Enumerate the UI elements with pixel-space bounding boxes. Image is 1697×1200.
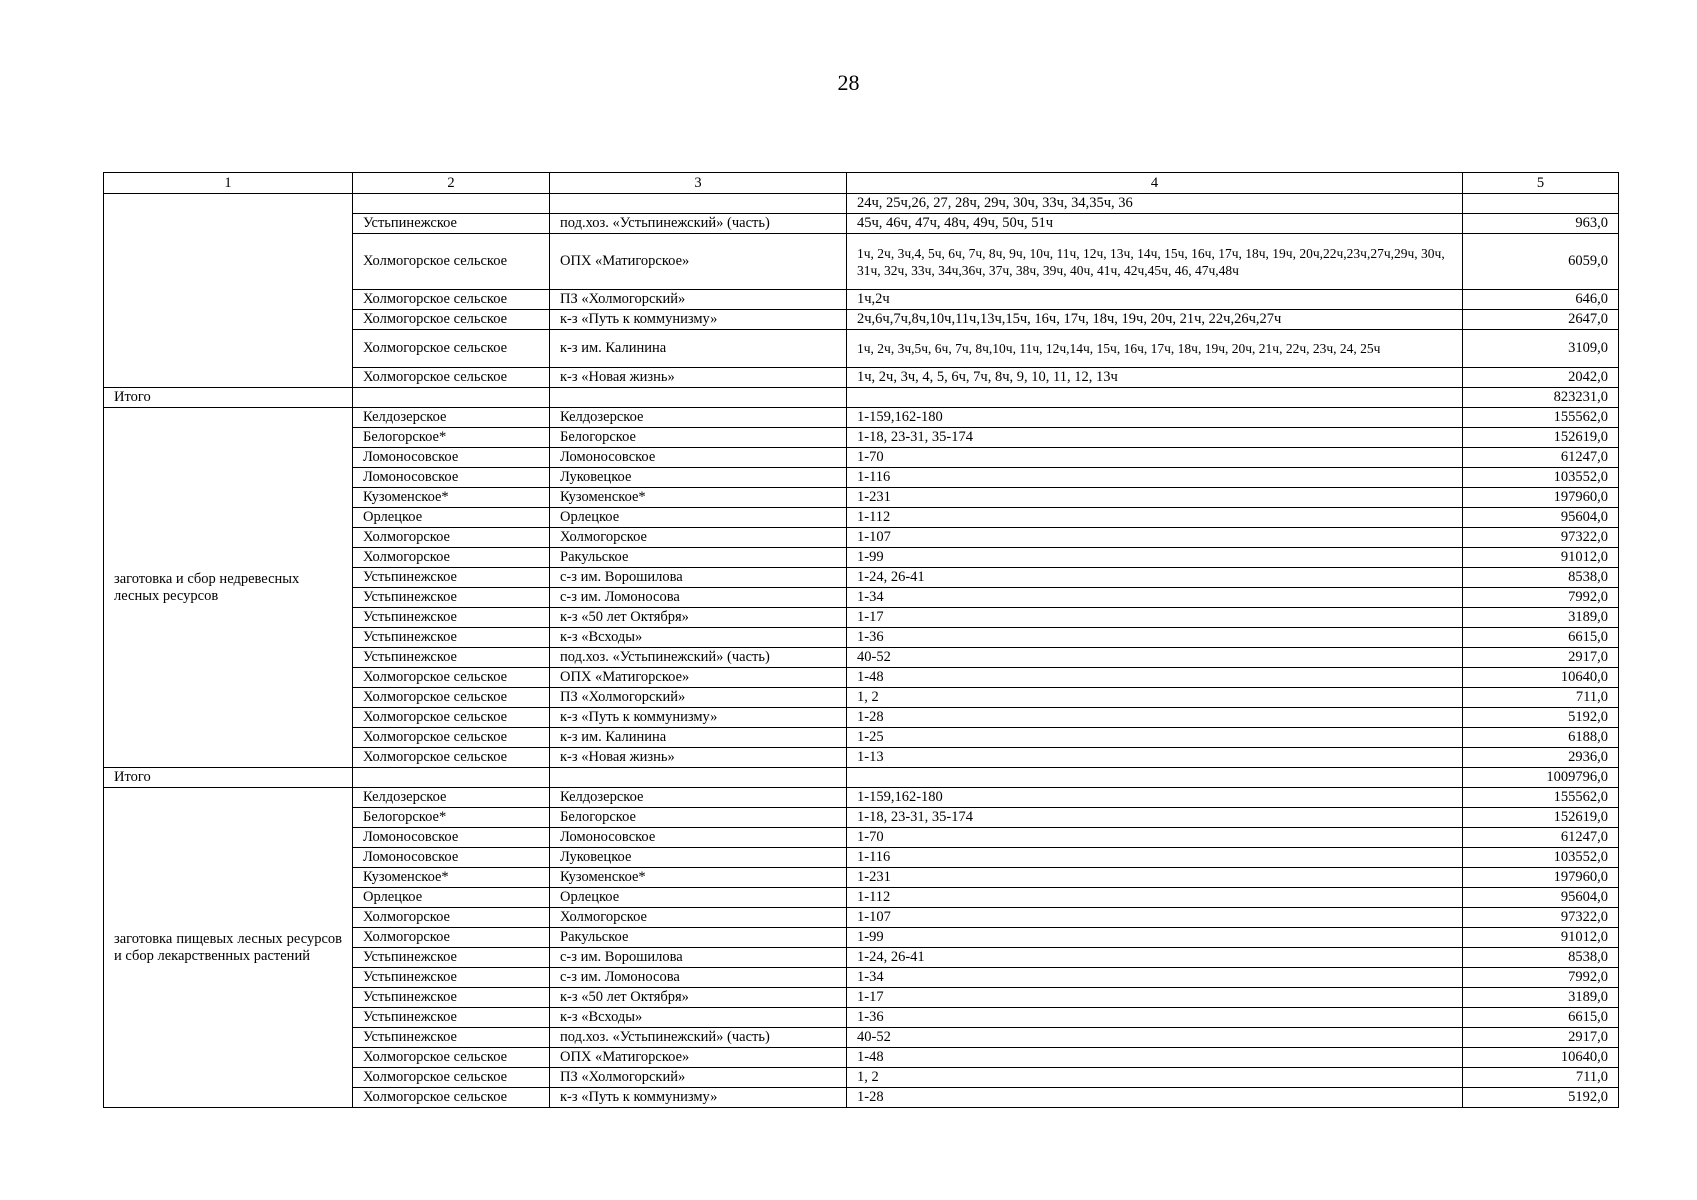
area-cell: 91012,0: [1463, 928, 1619, 948]
forestry-cell: Белогорское*: [353, 808, 550, 828]
district-cell: Белогорское: [550, 428, 847, 448]
forestry-cell: Устьпинежское: [353, 1028, 550, 1048]
forestry-cell: Холмогорское: [353, 548, 550, 568]
quarters-cell: 1-70: [847, 828, 1463, 848]
area-cell: 3109,0: [1463, 330, 1619, 368]
forestry-cell: Устьпинежское: [353, 628, 550, 648]
quarters-cell: 1, 2: [847, 1068, 1463, 1088]
quarters-cell: 1ч, 2ч, 3ч,5ч, 6ч, 7ч, 8ч,10ч, 11ч, 12ч,14ч, 15ч, 16ч, 17ч, 18ч, 19ч, 20ч, 21ч, 22ч, 23ч, 24, 25ч: [847, 330, 1463, 368]
total-empty-cell: [550, 388, 847, 408]
forestry-cell: Холмогорское сельское: [353, 330, 550, 368]
quarters-cell: 1-159,162-180: [847, 408, 1463, 428]
quarters-cell: 1-36: [847, 628, 1463, 648]
forestry-cell: Белогорское*: [353, 428, 550, 448]
district-cell: с-з им. Ворошилова: [550, 948, 847, 968]
area-cell: 103552,0: [1463, 848, 1619, 868]
district-cell: Луковецкое: [550, 468, 847, 488]
quarters-cell: 1-70: [847, 448, 1463, 468]
area-cell: 97322,0: [1463, 908, 1619, 928]
area-cell: 2936,0: [1463, 748, 1619, 768]
column-header: 4: [847, 173, 1463, 194]
quarters-cell: 1ч, 2ч, 3ч,4, 5ч, 6ч, 7ч, 8ч, 9ч, 10ч, 11ч, 12ч, 13ч, 14ч, 15ч, 16ч, 17ч, 18ч, 19ч, 20ч,22ч,23ч,27ч,29ч, 30ч, 31ч, 32ч, 33ч, 34ч,36ч, 37ч, 38ч, 39ч, 40ч, 41ч, 42ч,45ч, 46, 47ч,48ч: [847, 234, 1463, 290]
area-cell: 646,0: [1463, 290, 1619, 310]
district-cell: ПЗ «Холмогорский»: [550, 1068, 847, 1088]
quarters-cell: 1-99: [847, 548, 1463, 568]
quarters-cell: 1-18, 23-31, 35-174: [847, 808, 1463, 828]
table-row: [104, 408, 1619, 428]
district-cell: под.хоз. «Устьпинежский» (часть): [550, 648, 847, 668]
district-cell: Ракульское: [550, 928, 847, 948]
forestry-cell: Устьпинежское: [353, 948, 550, 968]
forestry-cell: Кузоменское*: [353, 868, 550, 888]
district-cell: Кузоменское*: [550, 868, 847, 888]
district-cell: Белогорское: [550, 808, 847, 828]
forestry-cell: Устьпинежское: [353, 988, 550, 1008]
area-cell: 5192,0: [1463, 1088, 1619, 1108]
total-value: 823231,0: [1463, 388, 1619, 408]
forestry-cell: Ломоносовское: [353, 828, 550, 848]
column-number-row: [104, 173, 1619, 194]
quarters-cell: 1-17: [847, 988, 1463, 1008]
district-cell: к-з «50 лет Октября»: [550, 988, 847, 1008]
table-row: [104, 788, 1619, 808]
forestry-cell: Устьпинежское: [353, 588, 550, 608]
district-cell: к-з «Новая жизнь»: [550, 368, 847, 388]
forestry-cell: Устьпинежское: [353, 968, 550, 988]
quarters-cell: 1-116: [847, 468, 1463, 488]
district-cell: Ломоносовское: [550, 828, 847, 848]
area-cell: 155562,0: [1463, 408, 1619, 428]
district-cell: Луковецкое: [550, 848, 847, 868]
forestry-cell: Холмогорское сельское: [353, 668, 550, 688]
district-cell: ОПХ «Матигорское»: [550, 234, 847, 290]
forestry-cell: Холмогорское: [353, 908, 550, 928]
quarters-cell: 1-18, 23-31, 35-174: [847, 428, 1463, 448]
quarters-cell: 1-112: [847, 888, 1463, 908]
forestry-cell: Холмогорское сельское: [353, 1048, 550, 1068]
area-cell: [1463, 194, 1619, 214]
area-cell: 711,0: [1463, 1068, 1619, 1088]
district-cell: ПЗ «Холмогорский»: [550, 290, 847, 310]
quarters-cell: 1-48: [847, 1048, 1463, 1068]
quarters-cell: 1-99: [847, 928, 1463, 948]
total-row: [104, 388, 1619, 408]
area-cell: 10640,0: [1463, 668, 1619, 688]
district-cell: к-з «Всходы»: [550, 628, 847, 648]
district-cell: Келдозерское: [550, 408, 847, 428]
district-cell: ПЗ «Холмогорский»: [550, 688, 847, 708]
quarters-cell: 45ч, 46ч, 47ч, 48ч, 49ч, 50ч, 51ч: [847, 214, 1463, 234]
district-cell: [550, 194, 847, 214]
district-cell: к-з им. Калинина: [550, 728, 847, 748]
column-header: 5: [1463, 173, 1619, 194]
quarters-cell: 1-231: [847, 868, 1463, 888]
district-cell: с-з им. Ворошилова: [550, 568, 847, 588]
forestry-cell: Устьпинежское: [353, 648, 550, 668]
column-header: 1: [104, 173, 353, 194]
area-cell: 2917,0: [1463, 648, 1619, 668]
quarters-cell: 1-107: [847, 528, 1463, 548]
forestry-cell: Холмогорское: [353, 528, 550, 548]
area-cell: 8538,0: [1463, 568, 1619, 588]
total-empty-cell: [550, 768, 847, 788]
district-cell: к-з им. Калинина: [550, 330, 847, 368]
forestry-cell: Холмогорское сельское: [353, 234, 550, 290]
quarters-cell: 1-112: [847, 508, 1463, 528]
area-cell: 155562,0: [1463, 788, 1619, 808]
area-cell: 91012,0: [1463, 548, 1619, 568]
area-cell: 5192,0: [1463, 708, 1619, 728]
total-empty-cell: [353, 388, 550, 408]
forestry-cell: Орлецкое: [353, 508, 550, 528]
forestry-cell: Холмогорское сельское: [353, 708, 550, 728]
district-cell: Кузоменское*: [550, 488, 847, 508]
forestry-cell: Устьпинежское: [353, 1008, 550, 1028]
district-cell: Ломоносовское: [550, 448, 847, 468]
total-empty-cell: [353, 768, 550, 788]
forestry-cell: Ломоносовское: [353, 448, 550, 468]
activity-type-cell: заготовка пищевых лесных ресурсов и сбор лекарственных растений: [104, 788, 353, 1108]
district-cell: к-з «Путь к коммунизму»: [550, 708, 847, 728]
district-cell: к-з «Всходы»: [550, 1008, 847, 1028]
district-cell: к-з «50 лет Октября»: [550, 608, 847, 628]
area-cell: 97322,0: [1463, 528, 1619, 548]
quarters-cell: 24ч, 25ч,26, 27, 28ч, 29ч, 30ч, 33ч, 34,35ч, 36: [847, 194, 1463, 214]
district-cell: Ракульское: [550, 548, 847, 568]
forestry-cell: Холмогорское сельское: [353, 748, 550, 768]
forestry-cell: Холмогорское сельское: [353, 290, 550, 310]
forestry-cell: Устьпинежское: [353, 608, 550, 628]
area-cell: 7992,0: [1463, 588, 1619, 608]
district-cell: с-з им. Ломоносова: [550, 588, 847, 608]
quarters-cell: 1-24, 26-41: [847, 568, 1463, 588]
forestry-cell: Келдозерское: [353, 408, 550, 428]
quarters-cell: 1-13: [847, 748, 1463, 768]
district-cell: к-з «Новая жизнь»: [550, 748, 847, 768]
quarters-cell: 40-52: [847, 1028, 1463, 1048]
forestry-cell: Холмогорское сельское: [353, 368, 550, 388]
area-cell: 95604,0: [1463, 508, 1619, 528]
quarters-cell: 1-24, 26-41: [847, 948, 1463, 968]
quarters-cell: 1-28: [847, 708, 1463, 728]
forestry-cell: Орлецкое: [353, 888, 550, 908]
total-value: 1009796,0: [1463, 768, 1619, 788]
area-cell: 6615,0: [1463, 628, 1619, 648]
total-empty-cell: [847, 388, 1463, 408]
area-cell: 3189,0: [1463, 988, 1619, 1008]
forestry-cell: [353, 194, 550, 214]
quarters-cell: 1, 2: [847, 688, 1463, 708]
district-cell: под.хоз. «Устьпинежский» (часть): [550, 1028, 847, 1048]
area-cell: 963,0: [1463, 214, 1619, 234]
area-cell: 8538,0: [1463, 948, 1619, 968]
forestry-cell: Холмогорское сельское: [353, 1068, 550, 1088]
quarters-cell: 40-52: [847, 648, 1463, 668]
table-row: [104, 194, 1619, 214]
district-cell: Орлецкое: [550, 508, 847, 528]
area-cell: 2647,0: [1463, 310, 1619, 330]
forestry-cell: Келдозерское: [353, 788, 550, 808]
district-cell: Холмогорское: [550, 908, 847, 928]
quarters-cell: 1-28: [847, 1088, 1463, 1108]
area-cell: 6188,0: [1463, 728, 1619, 748]
forestry-cell: Холмогорское сельское: [353, 688, 550, 708]
district-cell: с-з им. Ломоносова: [550, 968, 847, 988]
district-cell: Келдозерское: [550, 788, 847, 808]
forestry-cell: Ломоносовское: [353, 848, 550, 868]
area-cell: 95604,0: [1463, 888, 1619, 908]
area-cell: 61247,0: [1463, 448, 1619, 468]
district-cell: Холмогорское: [550, 528, 847, 548]
district-cell: к-з «Путь к коммунизму»: [550, 310, 847, 330]
quarters-cell: 1-107: [847, 908, 1463, 928]
district-cell: ОПХ «Матигорское»: [550, 668, 847, 688]
quarters-cell: 1-159,162-180: [847, 788, 1463, 808]
district-cell: под.хоз. «Устьпинежский» (часть): [550, 214, 847, 234]
area-cell: 152619,0: [1463, 808, 1619, 828]
area-cell: 197960,0: [1463, 868, 1619, 888]
district-cell: ОПХ «Матигорское»: [550, 1048, 847, 1068]
area-cell: 6615,0: [1463, 1008, 1619, 1028]
total-label: Итого: [104, 768, 353, 788]
area-cell: 7992,0: [1463, 968, 1619, 988]
forestry-cell: Холмогорское: [353, 928, 550, 948]
quarters-cell: 2ч,6ч,7ч,8ч,10ч,11ч,13ч,15ч, 16ч, 17ч, 18ч, 19ч, 20ч, 21ч, 22ч,26ч,27ч: [847, 310, 1463, 330]
total-label: Итого: [104, 388, 353, 408]
forestry-cell: Холмогорское сельское: [353, 310, 550, 330]
forestry-cell: Устьпинежское: [353, 568, 550, 588]
quarters-cell: 1-34: [847, 588, 1463, 608]
forest-use-table: [103, 172, 1619, 1108]
activity-type-cell: заготовка и сбор недревесных лесных ресурсов: [104, 408, 353, 768]
quarters-cell: 1-116: [847, 848, 1463, 868]
forestry-cell: Ломоносовское: [353, 468, 550, 488]
quarters-cell: 1-17: [847, 608, 1463, 628]
column-header: 2: [353, 173, 550, 194]
forestry-cell: Устьпинежское: [353, 214, 550, 234]
quarters-cell: 1ч, 2ч, 3ч, 4, 5, 6ч, 7ч, 8ч, 9, 10, 11, 12, 13ч: [847, 368, 1463, 388]
area-cell: 152619,0: [1463, 428, 1619, 448]
quarters-cell: 1-36: [847, 1008, 1463, 1028]
area-cell: 2042,0: [1463, 368, 1619, 388]
area-cell: 711,0: [1463, 688, 1619, 708]
area-cell: 10640,0: [1463, 1048, 1619, 1068]
quarters-cell: 1-25: [847, 728, 1463, 748]
page-number: 28: [837, 70, 860, 95]
forestry-cell: Кузоменское*: [353, 488, 550, 508]
area-cell: 6059,0: [1463, 234, 1619, 290]
activity-type-cell: [104, 194, 353, 388]
district-cell: Орлецкое: [550, 888, 847, 908]
forestry-cell: Холмогорское сельское: [353, 728, 550, 748]
quarters-cell: 1-48: [847, 668, 1463, 688]
quarters-cell: 1-231: [847, 488, 1463, 508]
total-row: [104, 768, 1619, 788]
area-cell: 3189,0: [1463, 608, 1619, 628]
quarters-cell: 1ч,2ч: [847, 290, 1463, 310]
quarters-cell: 1-34: [847, 968, 1463, 988]
total-empty-cell: [847, 768, 1463, 788]
area-cell: 61247,0: [1463, 828, 1619, 848]
area-cell: 2917,0: [1463, 1028, 1619, 1048]
column-header: 3: [550, 173, 847, 194]
area-cell: 197960,0: [1463, 488, 1619, 508]
district-cell: к-з «Путь к коммунизму»: [550, 1088, 847, 1108]
area-cell: 103552,0: [1463, 468, 1619, 488]
forestry-cell: Холмогорское сельское: [353, 1088, 550, 1108]
